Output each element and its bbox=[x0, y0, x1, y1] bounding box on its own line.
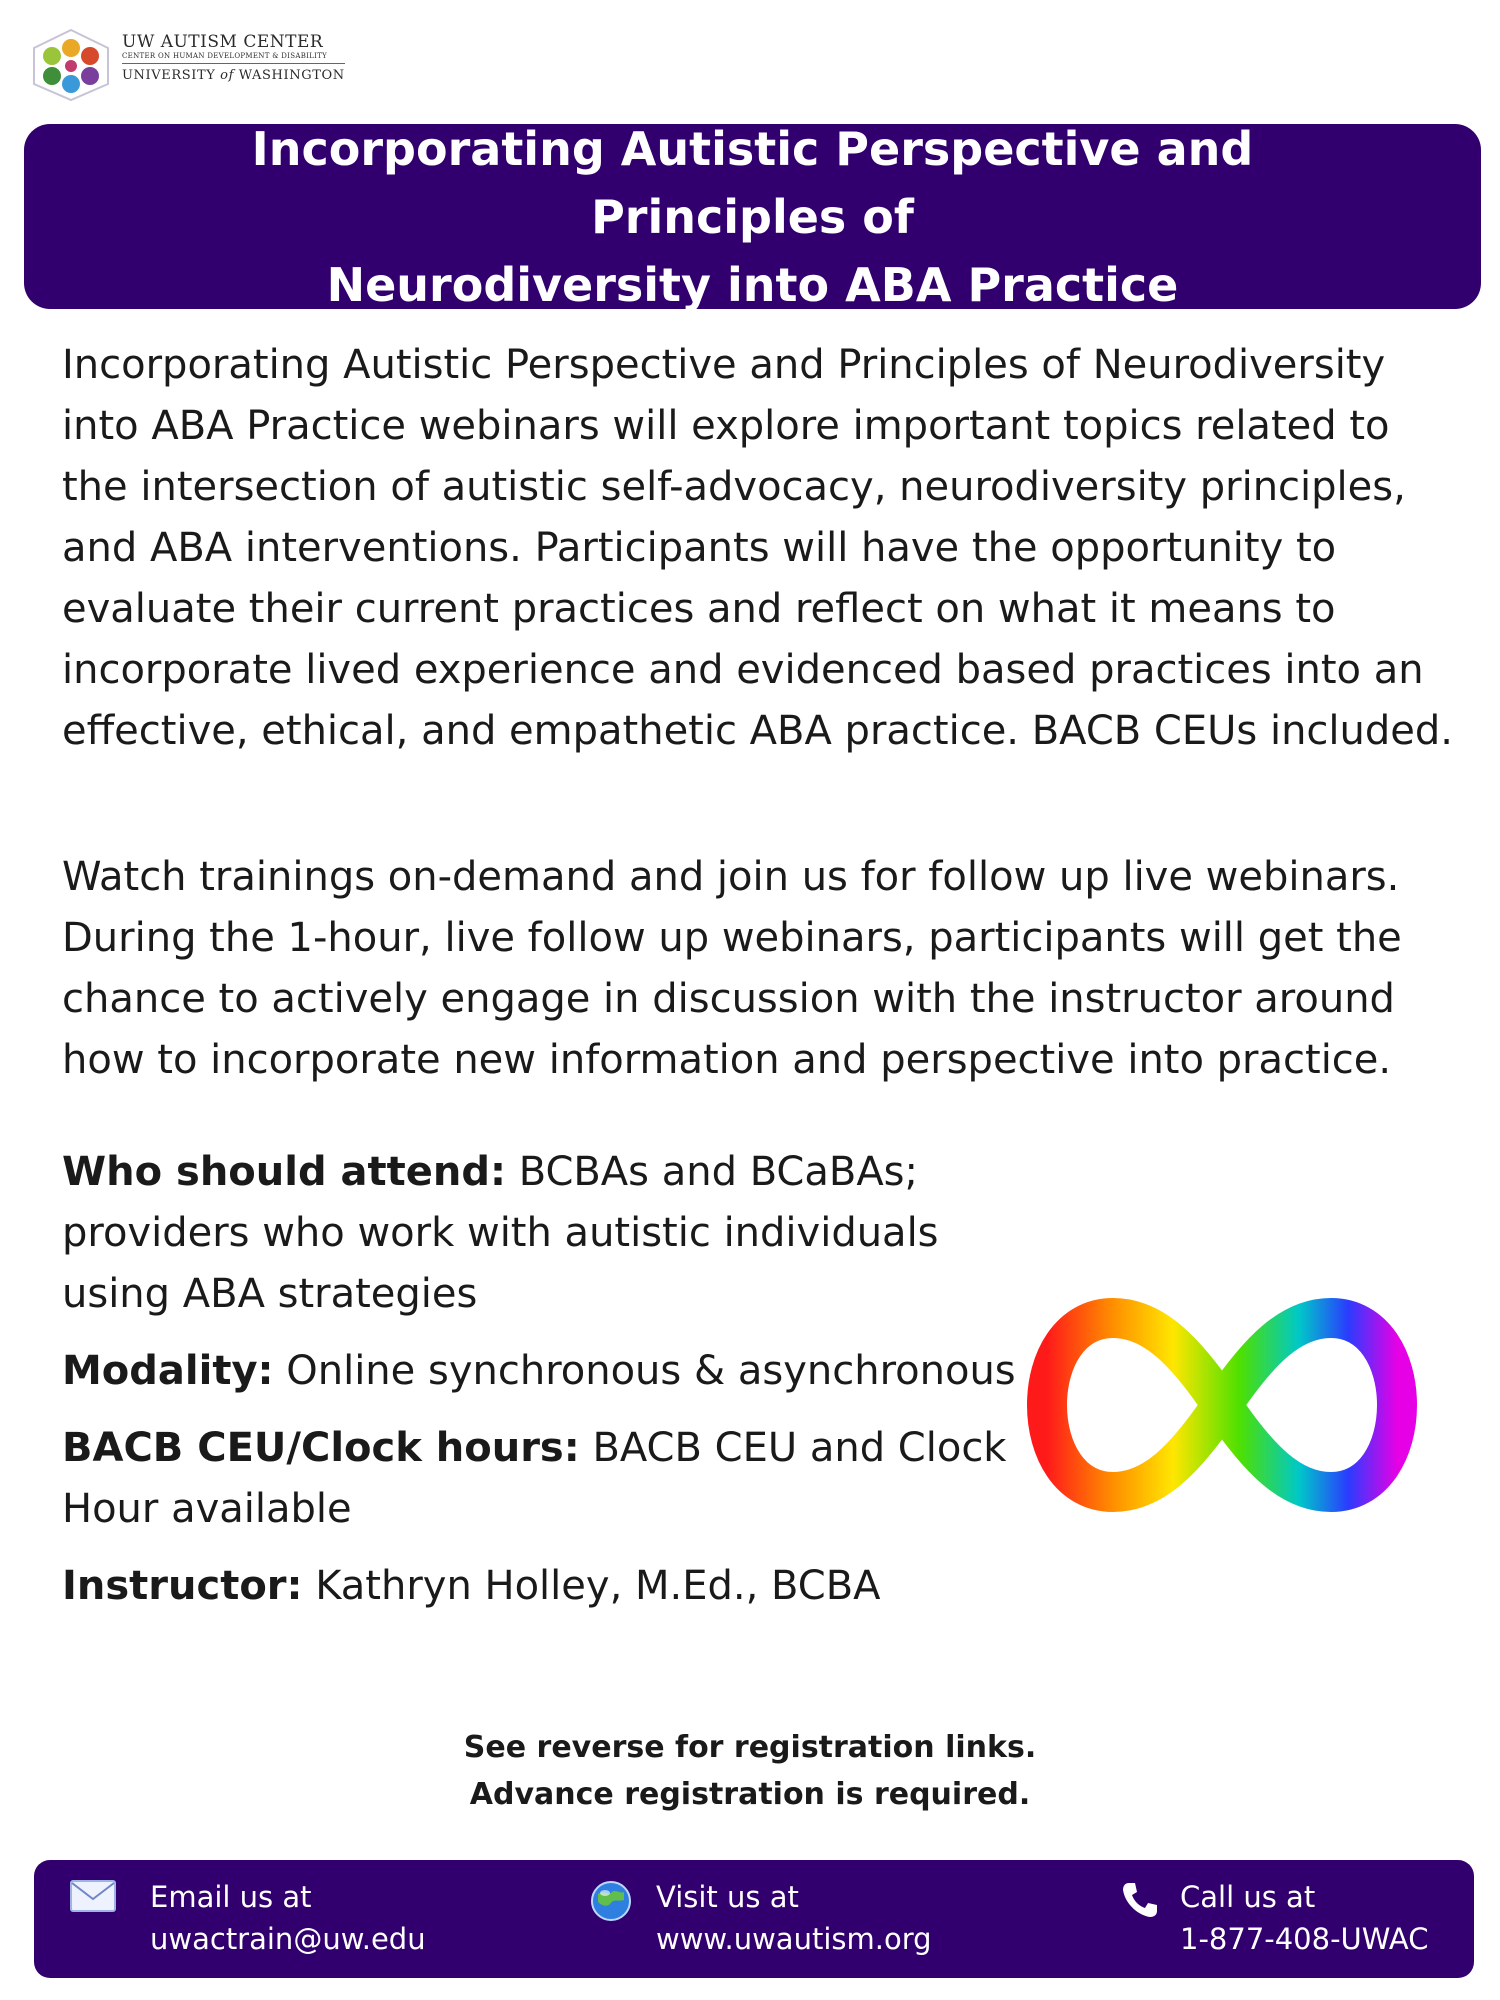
logo-org-name: UW AUTISM CENTER bbox=[122, 32, 324, 52]
registration-line-2: Advance registration is required. bbox=[469, 1777, 1031, 1812]
logo-university: UNIVERSITY of WASHINGTON bbox=[122, 68, 345, 83]
phone-contact bbox=[1180, 1876, 1428, 1960]
description-paragraph: Incorporating Autistic Perspective and Principles of Neurodiversity into ABA Practice webinars will explore important topics related to the intersection of autistic self-advocacy, neurodiversity principles, and ABA interventions. Participants will have the opportunity to evaluate their current practices and reflect on what it means to incorporate lived experience and evidenced based practices into an effective, ethical, and empathetic ABA practice. BACB CEUs included. bbox=[62, 342, 1453, 754]
call-label: Call us at bbox=[1180, 1880, 1316, 1914]
course-details bbox=[62, 1142, 1022, 1633]
audience-detail bbox=[62, 1142, 1022, 1325]
email-label: Email us at bbox=[150, 1880, 312, 1914]
uw-autism-center-logo bbox=[30, 28, 350, 102]
registration-line-1: See reverse for registration links. bbox=[463, 1730, 1037, 1765]
phone-icon bbox=[1120, 1880, 1160, 1920]
website-contact bbox=[656, 1876, 932, 1960]
title-line-1: Incorporating Autistic Perspective and Principles of bbox=[251, 121, 1254, 244]
phone-link[interactable]: 1-877-408-UWAC bbox=[1180, 1922, 1429, 1956]
email-contact bbox=[150, 1876, 426, 1960]
logo-hexagon-icon bbox=[30, 28, 112, 102]
logo-org-subtitle: CENTER ON HUMAN DEVELOPMENT & DISABILITY bbox=[122, 52, 345, 64]
email-icon bbox=[70, 1880, 116, 1912]
title-banner bbox=[24, 121, 1481, 312]
audience-value: BCBAs and BCaBAs; providers who work with autistic individuals using ABA strategies bbox=[62, 1149, 939, 1317]
hours-label: BACB CEU/Clock hours: bbox=[62, 1425, 580, 1471]
registration-note bbox=[0, 1724, 1500, 1818]
contact-footer bbox=[34, 1860, 1474, 1978]
hours-detail bbox=[62, 1418, 1022, 1540]
hours-value: BACB CEU and Clock Hour available bbox=[62, 1425, 1007, 1532]
visit-label: Visit us at bbox=[656, 1880, 799, 1914]
title-line-2: Neurodiversity into ABA Practice bbox=[326, 257, 1179, 312]
page-title bbox=[153, 115, 1353, 319]
instructor-label: Instructor: bbox=[62, 1563, 303, 1609]
rainbow-infinity-icon bbox=[1025, 1290, 1420, 1520]
instructor-detail bbox=[62, 1556, 1022, 1617]
website-link[interactable]: www.uwautism.org bbox=[656, 1922, 932, 1956]
webinar-paragraph: Watch trainings on-demand and join us for follow up live webinars. During the 1-hour, live follow up webinars, participants will get the chance to actively engage in discussion with the instructor around how to incorporate new information and perspective into practice. bbox=[62, 854, 1402, 1083]
modality-value: Online synchronous & asynchronous bbox=[273, 1348, 1016, 1394]
modality-detail bbox=[62, 1341, 1022, 1402]
modality-label: Modality: bbox=[62, 1348, 274, 1394]
email-link[interactable]: uwactrain@uw.edu bbox=[150, 1922, 426, 1956]
globe-icon bbox=[590, 1880, 632, 1922]
audience-label: Who should attend: bbox=[62, 1149, 506, 1195]
instructor-value: Kathryn Holley, M.Ed., BCBA bbox=[302, 1563, 881, 1609]
